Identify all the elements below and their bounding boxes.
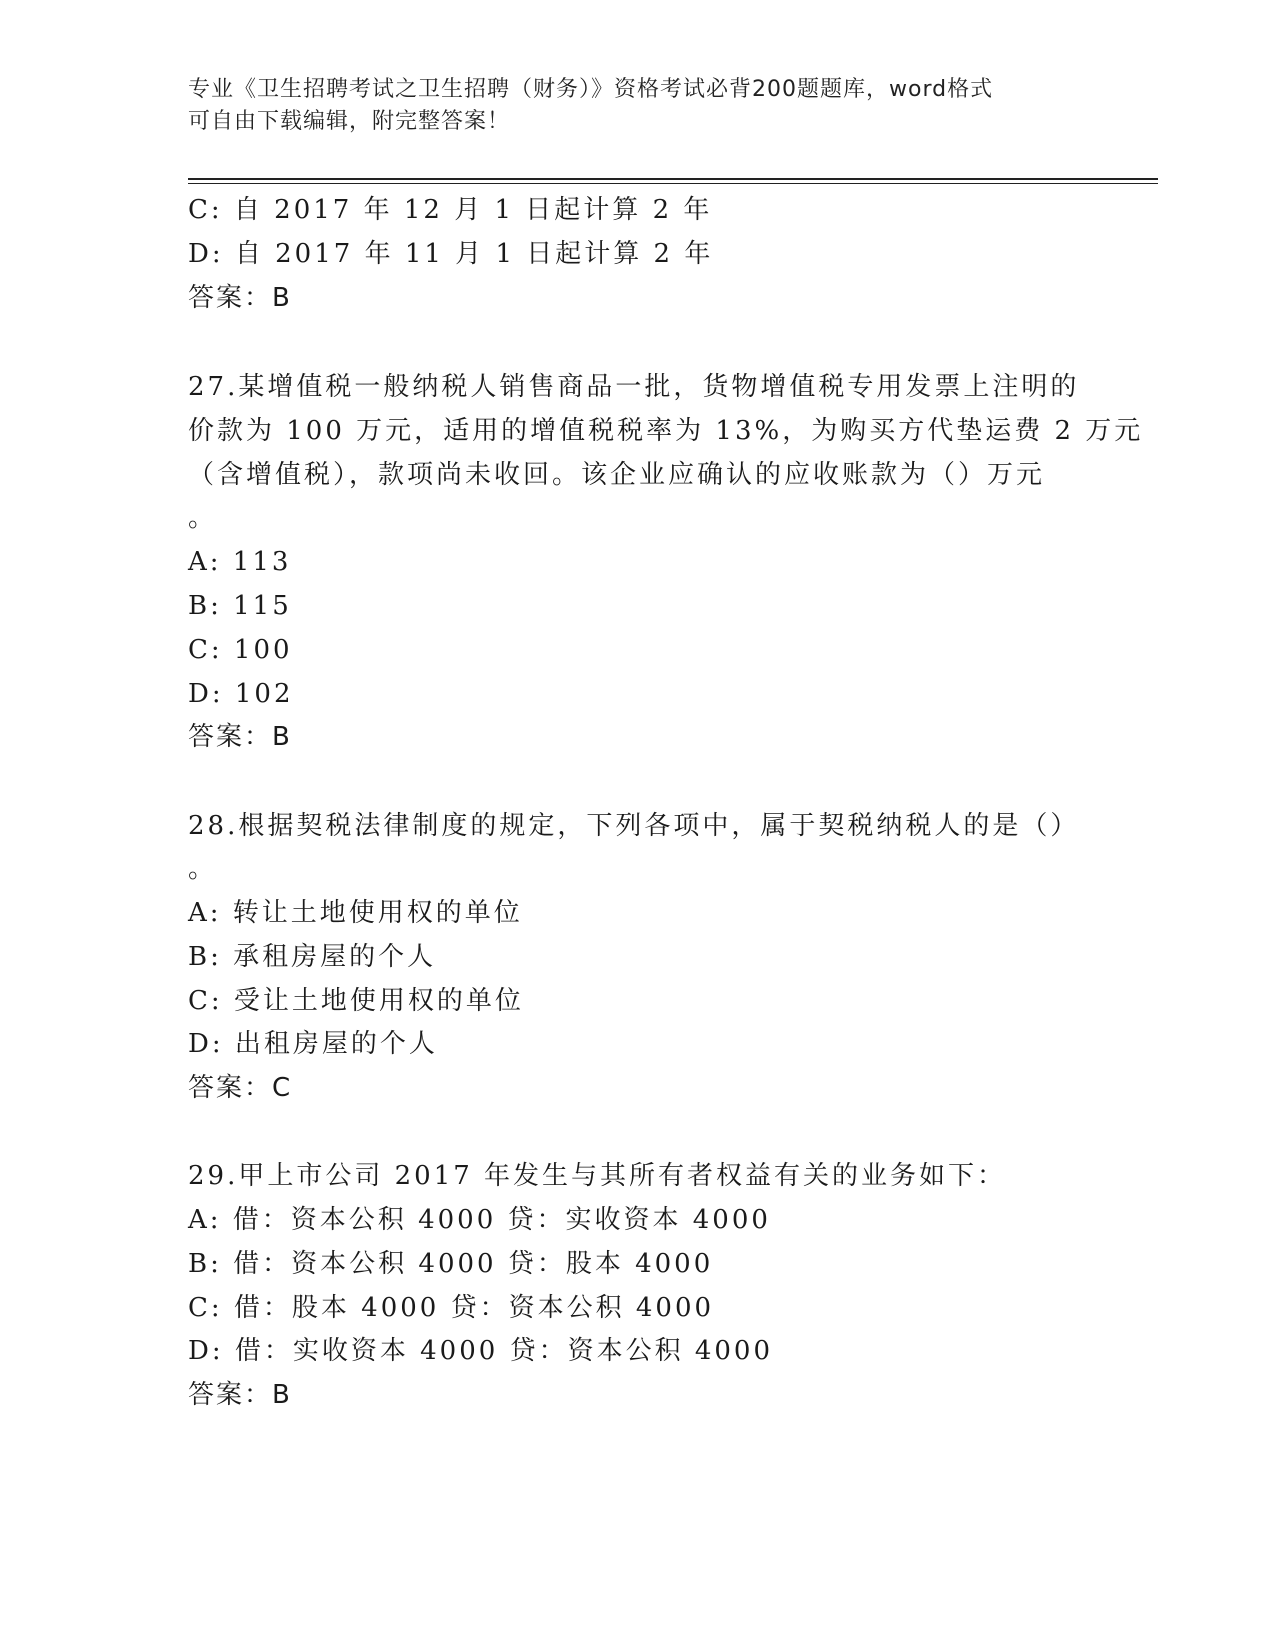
q26-option-c: C: 自 2017 年 12 月 1 日起计算 2 年 (188, 195, 713, 225)
document-header (188, 74, 1068, 138)
q27-option-c: C: 100 (188, 635, 293, 665)
q28-stem-line-2: 。 (188, 854, 218, 884)
q26-answer: 答案：B (188, 283, 292, 313)
q28-option-b: B: 承租房屋的个人 (188, 942, 437, 972)
header-line-1: 专业《卫生招聘考试之卫生招聘（财务）》资格考试必背200题题库，word格式 (188, 77, 994, 102)
q27-option-b: B: 115 (188, 591, 292, 621)
q27-stem-line-1: 27.某增值税一般纳税人销售商品一批，货物增值税专用发票上注明的 (188, 372, 1080, 402)
q29-answer: 答案：B (188, 1380, 292, 1410)
q29-stem-line-1: 29.甲上市公司 2017 年发生与其所有者权益有关的业务如下： (188, 1161, 1007, 1191)
q26-option-d: D: 自 2017 年 11 月 1 日起计算 2 年 (188, 239, 714, 269)
q28-stem-line-1: 28.根据契税法律制度的规定，下列各项中，属于契税纳税人的是（） (188, 811, 1080, 841)
q27-stem-line-4: 。 (188, 503, 218, 533)
q27-stem-line-3: （含增值税），款项尚未收回。该企业应确认的应收账款为（）万元 (188, 460, 1046, 490)
header-rule-thin (188, 183, 1158, 184)
q29-option-a: A: 借：资本公积 4000 贷：实收资本 4000 (188, 1205, 771, 1235)
q28-answer: 答案：C (188, 1073, 293, 1103)
q28-option-c: C: 受让土地使用权的单位 (188, 986, 524, 1016)
q27-stem-line-2: 价款为 100 万元，适用的增值税税率为 13%，为购买方代垫运费 2 万元 (188, 416, 1144, 446)
q27-option-d: D: 102 (188, 679, 294, 709)
q29-option-b: B: 借：资本公积 4000 贷：股本 4000 (188, 1249, 714, 1279)
q29-option-c: C: 借：股本 4000 贷：资本公积 4000 (188, 1293, 715, 1323)
q28-option-a: A: 转让土地使用权的单位 (188, 898, 523, 928)
header-line-2: 可自由下载编辑，附完整答案！ (188, 109, 511, 134)
q27-option-a: A: 113 (188, 547, 292, 577)
q27-answer: 答案：B (188, 722, 292, 752)
header-rule-thick (188, 178, 1158, 180)
q29-option-d: D: 借：实收资本 4000 贷：资本公积 4000 (188, 1336, 774, 1366)
q28-option-d: D: 出租房屋的个人 (188, 1029, 438, 1059)
